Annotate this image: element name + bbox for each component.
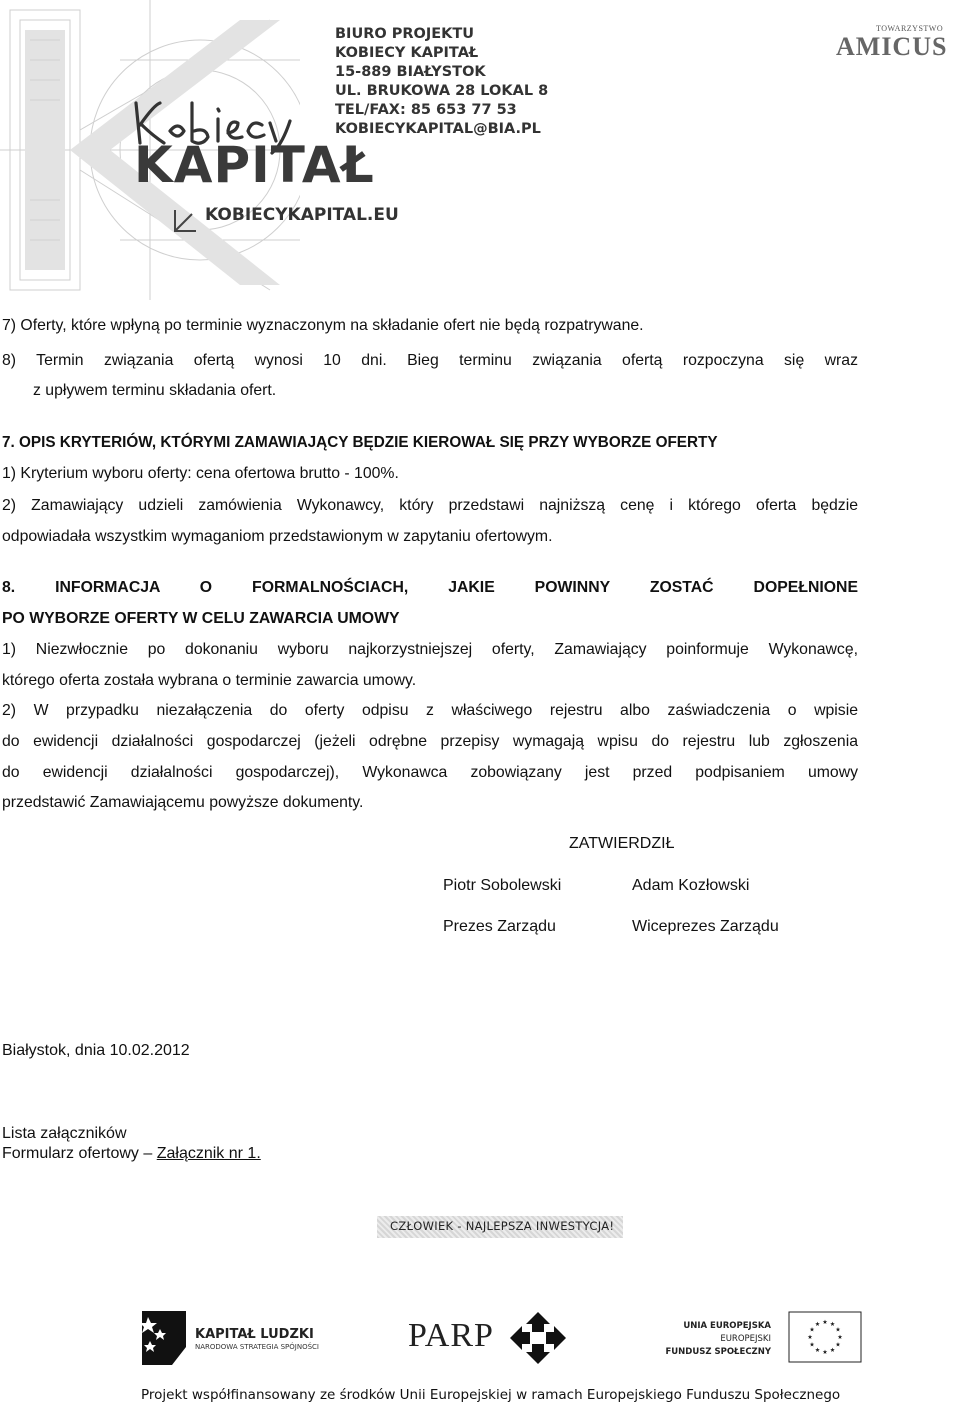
attachments-title: Lista załączników — [2, 1125, 127, 1142]
approved-label: ZATWIERDZIŁ — [569, 835, 675, 852]
formality-2-line-2: do ewidencji działalności gospodarczej (jeżeli odrębne przepisy wymagają wpisu do rejestru lub zgłoszenia — [2, 733, 858, 750]
paragraph-7: 7) Oferty, które wpłyną po terminie wyznaczonym na składanie ofert nie będą rozpatrywane. — [2, 317, 644, 334]
place-and-date: Białystok, dnia 10.02.2012 — [2, 1042, 190, 1059]
office-line: 15-889 BIAŁYSTOK — [335, 64, 486, 80]
eu-fund-caption — [665, 1320, 771, 1359]
attachment-link[interactable]: Załącznik nr 1. — [156, 1145, 261, 1162]
eu-flag-icon — [788, 1311, 862, 1363]
office-line: UL. BRUKOWA 28 LOKAL 8 — [335, 83, 549, 99]
attachment-item — [2, 1145, 261, 1163]
formality-1-line-1: 1) Niezwłocznie po dokonaniu wyboru najkorzystniejszej oferty, Zamawiający poinformuje Wykonawcę, — [2, 641, 858, 658]
parp-arrows-icon — [508, 1310, 568, 1366]
formality-1-line-2: którego oferta została wybrana o terminie zawarcia umowy. — [2, 672, 417, 689]
office-line: TEL/FAX: 85 653 77 53 — [335, 102, 517, 118]
kapital-ludzki-title: KAPITAŁ LUDZKI — [195, 1327, 314, 1342]
office-line: KOBIECYKAPITAL@BIA.PL — [335, 121, 541, 137]
signatory-2-role: Wiceprezes Zarządu — [632, 918, 779, 935]
attachment-item-label: Formularz ofertowy – — [2, 1145, 157, 1162]
criterion-2-line-2: odpowiadała wszystkim wymaganiom przedstawionym w zapytaniu ofertowym. — [2, 528, 553, 545]
signatory-2-name: Adam Kozłowski — [632, 877, 750, 894]
formality-2-line-1: 2) W przypadku niezałączenia do oferty odpisu z właściwego rejestru albo zaświadczenia o wpisie — [2, 702, 858, 719]
project-office-address — [335, 25, 548, 139]
website-url: KOBIECYKAPITAL.EU — [205, 205, 399, 225]
slogan-text: CZŁOWIEK - NAJLEPSZA INWESTYCJA! — [390, 1219, 615, 1233]
amicus-logo-text: AMICUS — [836, 32, 948, 61]
parp-logo-text: PARP — [408, 1317, 494, 1354]
office-line: BIURO PROJEKTU — [335, 26, 475, 42]
criterion-2-line-1: 2) Zamawiający udzieli zamówienia Wykonawcy, który przedstawi najniższą cenę i którego oferta będzie — [2, 497, 858, 514]
kapital-ludzki-subtitle: NARODOWA STRATEGIA SPÓJNOŚCI — [195, 1343, 319, 1351]
eu-line: UNIA EUROPEJSKA — [683, 1321, 771, 1331]
letterhead — [0, 0, 960, 300]
formality-2-line-4: przedstawić Zamawiającemu powyższe dokumenty. — [2, 794, 364, 811]
eu-line: EUROPEJSKI — [720, 1334, 771, 1344]
signatory-1-name: Piotr Sobolewski — [443, 877, 562, 894]
section-7-heading: 7. OPIS KRYTERIÓW, KTÓRYMI ZAMAWIAJĄCY BĘDZIE KIEROWAŁ SIĘ PRZY WYBORZE OFERTY — [2, 434, 718, 451]
formality-2-line-3: do ewidencji działalności gospodarczej), Wykonawca zobowiązany jest przed podpisaniem umowy — [2, 764, 858, 781]
section-8-heading-line-2: PO WYBORZE OFERTY W CELU ZAWARCIA UMOWY — [2, 610, 400, 627]
paragraph-8-line-2: z upływem terminu składania ofert. — [33, 382, 277, 399]
criterion-1: 1) Kryterium wyboru oferty: cena ofertowa brutto - 100%. — [2, 465, 399, 482]
amicus-small-caption: TOWARZYSTWO — [876, 24, 944, 33]
kapital-logo-text: KAPITAŁ — [134, 136, 375, 194]
eu-line: FUNDUSZ SPOŁECZNY — [665, 1347, 771, 1357]
kapital-ludzki-emblem-icon — [138, 1307, 188, 1369]
paragraph-8-line-1: 8) Termin związania ofertą wynosi 10 dni. Bieg terminu związania ofertą rozpoczyna się wraz — [2, 352, 858, 369]
arrow-mark-icon — [172, 208, 198, 234]
office-line: KOBIECY KAPITAŁ — [335, 45, 479, 61]
signatory-1-role: Prezes Zarządu — [443, 918, 556, 935]
section-8-heading-line-1: 8. INFORMACJA O FORMALNOŚCIACH, JAKIE POWINNY ZOSTAĆ DOPEŁNIONE — [2, 579, 858, 596]
cofinancing-note: Projekt współfinansowany ze środków Unii Europejskiej w ramach Europejskiego Funduszu Społecznego — [141, 1387, 841, 1403]
